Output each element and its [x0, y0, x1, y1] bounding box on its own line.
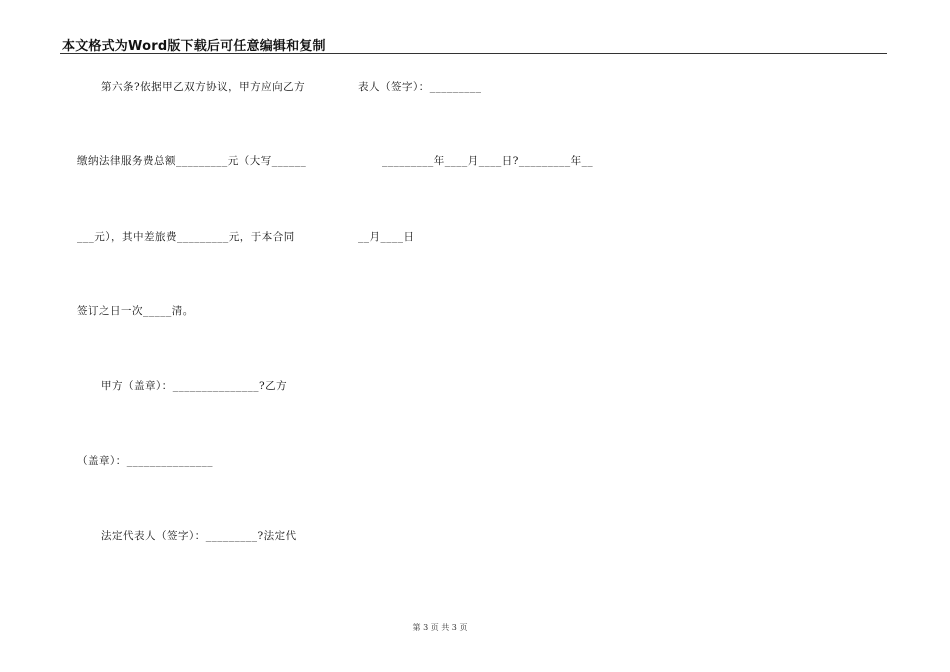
page-footer: 第 3 页 共 3 页 — [412, 623, 468, 632]
clause-6-line-3: ___元），其中差旅费_________元，于本合同 — [77, 231, 295, 243]
right-date-line: _________年____月____日?_________年__ — [382, 155, 594, 167]
header-title: 本文格式为Word版下载后可任意编辑和复制 — [62, 39, 326, 54]
right-date-line-2: __月____日 — [358, 231, 415, 243]
clause-6-line-4: 签订之日一次_____清。 — [77, 305, 194, 317]
clause-6-line-2: 缴纳法律服务费总额_________元（大写______ — [77, 155, 307, 167]
clause-6-line-1: 第六条?依据甲乙双方协议，甲方应向乙方 — [101, 81, 306, 93]
legal-rep-signature-line: 法定代表人（签字）：_________?法定代 — [101, 530, 297, 542]
header-divider — [60, 53, 887, 54]
right-signature-line: 表人（签字）：_________ — [358, 81, 482, 93]
party-a-seal-line: 甲方（盖章）：_______________?乙方 — [101, 380, 288, 392]
party-b-seal-line: （盖章）：_______________ — [77, 455, 213, 467]
